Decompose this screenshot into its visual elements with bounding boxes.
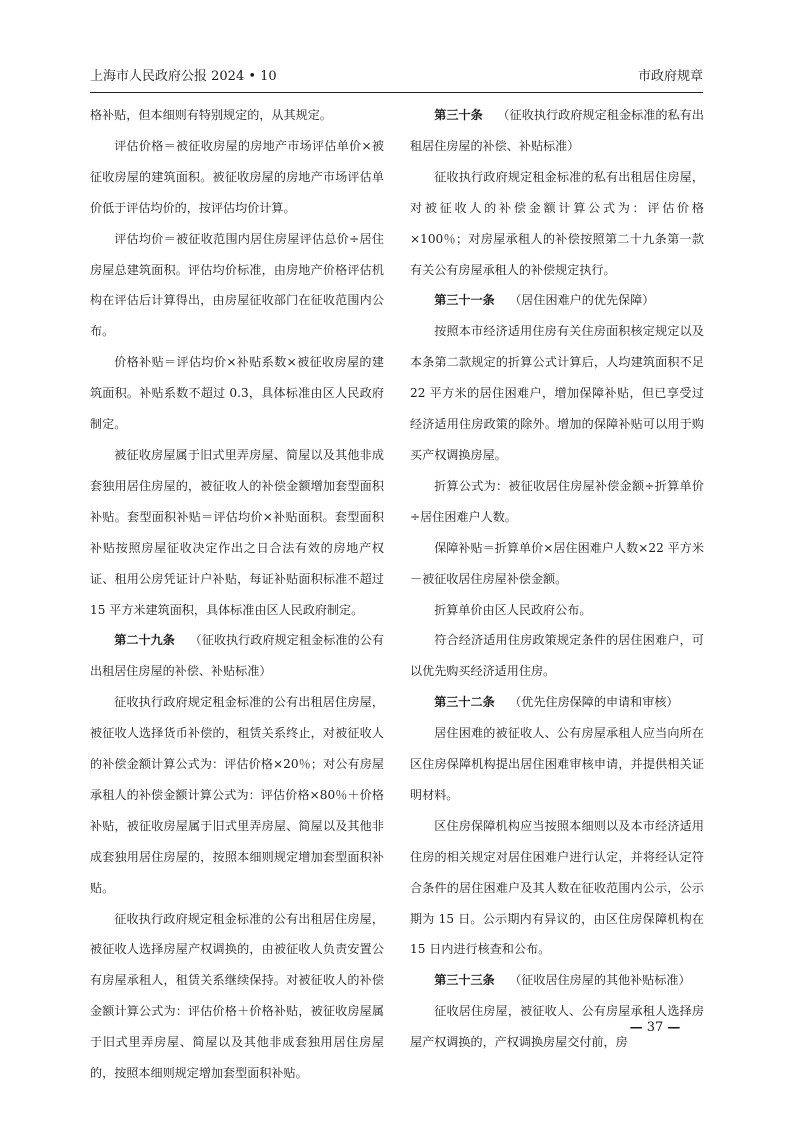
article-number: 第三十条 [434, 108, 483, 122]
article-heading [410, 100, 704, 162]
article-number: 第三十三条 [434, 973, 495, 988]
article-title: （征收居住房屋的其他补贴标准） [509, 973, 691, 988]
article-title: （居住困难户的优先保障） [509, 293, 655, 308]
paragraph: 居住困难的被征收人、公有房屋承租人应当向所在区住房保障机构提出居住困难审核申请，并提供相关证明材料。 [410, 726, 704, 802]
article-number: 第三十二条 [434, 695, 495, 710]
article-title: （征收执行政府规定租金标准的公有出租居住房屋的补偿、补贴标准） [90, 633, 384, 679]
article-heading [410, 285, 704, 316]
paragraph: 征收执行政府规定租金标准的公有出租居住房屋，被征收人选择房屋产权调换的，由被征收人负责安置公有房屋承租人，租赁关系继续保持。对被征收人的补偿金额计算公式为：评估价格＋价格补贴，被征收房屋属于旧式里弄房屋、简屋以及其他非成套独用居住房屋的，按照本细则规定增加套型面积补贴。 [90, 911, 384, 1081]
paragraph: 折算单价由区人民政府公布。 [434, 602, 592, 617]
article-number: 第三十一条 [434, 293, 495, 308]
paragraph: 被征收房屋属于旧式里弄房屋、简屋以及其他非成套独用居住房屋的，被征收人的补偿金额增加套型面积补贴。套型面积补贴＝评估均价×补贴面积。套型面积补贴按照房屋征收决定作出之日合法有效的房地产权证、租用公房凭证计户补贴，每证补贴面积标准不超过 15 平方米建筑面积，具体标准由区人民政府制定。 [90, 447, 384, 617]
paragraph: 保障补贴＝折算单价×居住困难户人数×22 平方米－被征收居住房屋补偿金额。 [410, 540, 704, 586]
page-number: 37 [646, 1020, 664, 1035]
footer-dash-right: — [667, 1020, 681, 1035]
paragraph: 按照本市经济适用住房有关住房面积核定规定以及本条第二款规定的折算公式计算后，人均建筑面积不足 22 平方米的居住困难户，增加保障补贴，但已享受过经济适用住房政策的除外。增加的保障补贴可以用于购买产权调换房屋。 [410, 324, 704, 462]
article-title: （征收执行政府规定租金标准的私有出租居住房屋的补偿、补贴标准） [410, 108, 704, 153]
section-title: 市政府规章 [637, 69, 703, 84]
paragraph: 格补贴，但本细则有特别规定的，从其规定。 [90, 108, 332, 122]
article-heading [90, 625, 384, 687]
article-heading [410, 687, 704, 718]
header-divider [90, 92, 703, 93]
publication-title: 上海市人民政府公报 2024 • 10 [90, 69, 277, 84]
paragraph: 评估价格＝被征收房屋的房地产市场评估单价×被征收房屋的建筑面积。被征收房屋的房地产市场评估单价低于评估均价的，按评估均价计算。 [90, 138, 384, 215]
paragraph: 征收执行政府规定租金标准的私有出租居住房屋，对被征收人的补偿金额计算公式为：评估价格×100％；对房屋承租人的补偿按照第二十九条第一款有关公有房屋承租人的补偿规定执行。 [410, 169, 704, 277]
article-title: （优先住房保障的申请和审核） [509, 695, 679, 710]
paragraph: 征收执行政府规定租金标准的公有出租居住房屋，被征收人选择货币补偿的，租赁关系终止，对被征收人的补偿金额计算公式为：评估价格×20％；对公有房屋承租人的补偿金额计算公式为：评估价格×80％＋价格补贴，被征收房屋属于旧式里弄房屋、简屋以及其他非成套独用居住房屋的，按照本细则规定增加套型面积补贴。 [90, 695, 384, 895]
page-header [90, 64, 703, 90]
paragraph: 征收居住房屋，被征收人、公有房屋承租人选择房屋产权调换的，产权调换房屋交付前，房 [410, 1004, 704, 1050]
paragraph: 区住房保障机构应当按照本细则以及本市经济适用住房的相关规定对居住困难户进行认定，并将经认定符合条件的居住困难户及其人数在征收范围内公示，公示期为 15 日。公示期内有异议的，由区住房保障机构在 15 日内进行核查和公布。 [410, 818, 704, 957]
paragraph: 折算公式为：被征收居住房屋补偿金额÷折算单价÷居住困难户人数。 [410, 478, 704, 524]
article-number: 第二十九条 [114, 633, 175, 648]
footer-dash-left: — [629, 1020, 643, 1035]
paragraph: 符合经济适用住房政策规定条件的居住困难户，可以优先购买经济适用住房。 [410, 633, 704, 679]
paragraph: 价格补贴＝评估均价×补贴系数×被征收房屋的建筑面积。补贴系数不超过 0.3，具体标准由区人民政府制定。 [90, 355, 384, 432]
left-column [90, 100, 384, 1089]
right-column [410, 100, 704, 1058]
page-footer [600, 1018, 710, 1038]
article-heading [410, 965, 704, 996]
paragraph: 评估均价＝被征收范围内居住房屋评估总价÷居住房屋总建筑面积。评估均价标准，由房地产价格评估机构在评估后计算得出，由房屋征收部门在征收范围内公布。 [90, 231, 384, 339]
